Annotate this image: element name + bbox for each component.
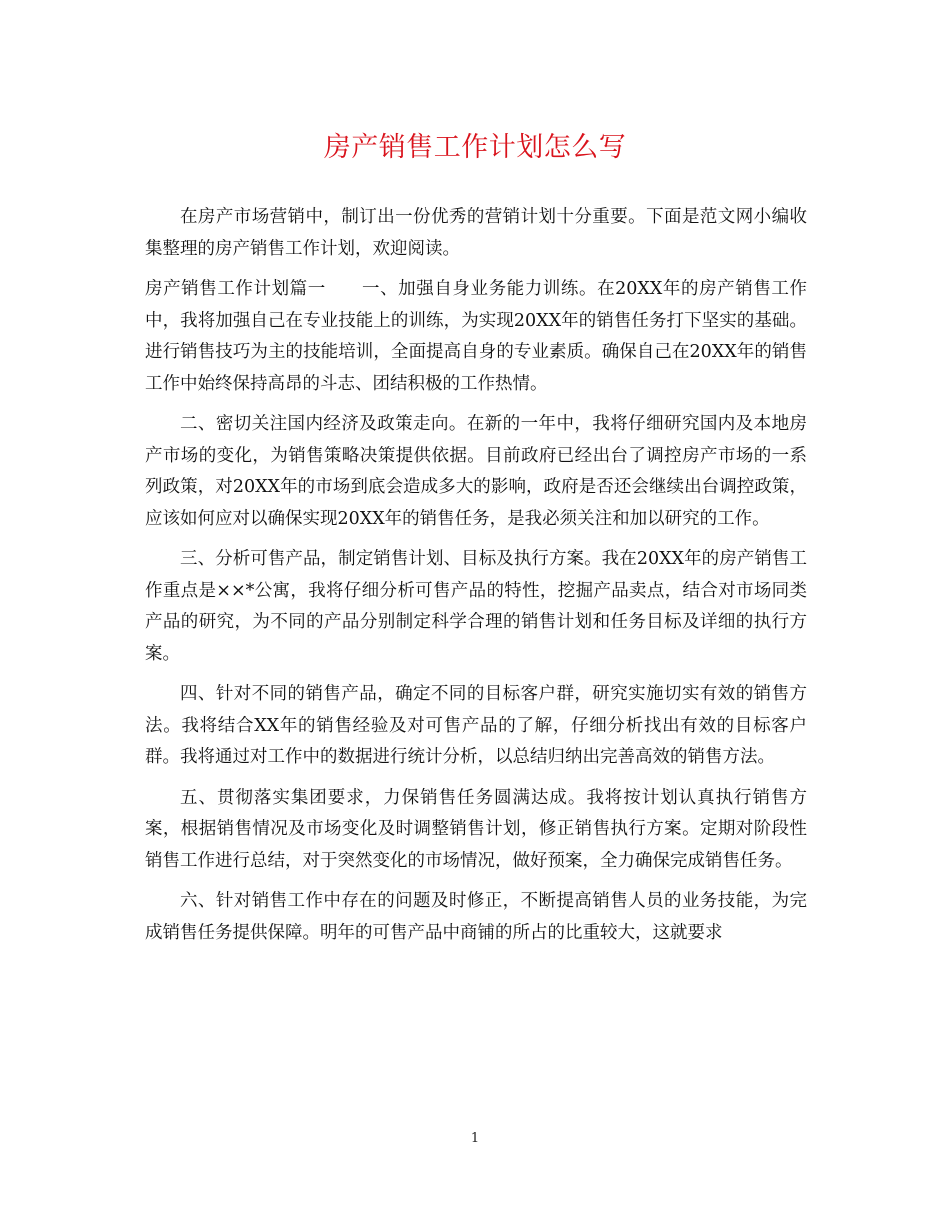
page-number: 1 — [470, 1131, 480, 1146]
paragraph-section-2: 二、密切关注国内经济及政策走向。在新的一年中，我将仔细研究国内及本地房产市场的变化，为销售策略决策提供依据。目前政府已经出台了调控房产市场的一系列政策，对20XX年的市场到底会造成多大的影响，政府是否还会继续出台调控政策，应该如何应对以确保实现20XX年的销售任务，是我必须关注和加以研究的工作。 — [145, 414, 807, 529]
paragraph-intro: 在房产市场营销中，制订出一份优秀的营销计划十分重要。下面是范文网小编收集整理的房产销售工作计划，欢迎阅读。 — [145, 207, 807, 259]
paragraph-section-6: 六、针对销售工作中存在的问题及时修正，不断提高销售人员的业务技能，为完成销售任务提供保障。明年的可售产品中商铺的所占的比重较大，这就要求 — [145, 891, 807, 943]
paragraph-section-3: 三、分析可售产品，制定销售计划、目标及执行方案。我在20XX年的房产销售工作重点是××*公寓，我将仔细分析可售产品的特性，挖掘产品卖点，结合对市场同类产品的研究，为不同的产品分别制定科学合理的销售计划和任务目标及详细的执行方案。 — [145, 549, 807, 664]
paragraph-section-5: 五、贯彻落实集团要求，力保销售任务圆满达成。我将按计划认真执行销售方案，根据销售情况及市场变化及时调整销售计划，修正销售执行方案。定期对阶段性销售工作进行总结，对于突然变化的市场情况，做好预案，全力确保完成销售任务。 — [145, 787, 807, 871]
document-title: 房产销售工作计划怎么写 — [323, 132, 627, 163]
document-body — [145, 202, 807, 958]
paragraph-section-1: 房产销售工作计划篇一 一、加强自身业务能力训练。在20XX年的房产销售工作中，我将加强自己在专业技能上的训练，为实现20XX年的销售任务打下坚实的基础。进行销售技巧为主的技能培训，全面提高自身的专业素质。确保自己在20XX年的销售工作中始终保持高昂的斗志、团结积极的工作热情。 — [145, 279, 807, 394]
paragraph-section-4: 四、针对不同的销售产品，确定不同的目标客户群，研究实施切实有效的销售方法。我将结合XX年的销售经验及对可售产品的了解，仔细分析找出有效的目标客户群。我将通过对工作中的数据进行统计分析，以总结归纳出完善高效的销售方法。 — [145, 684, 807, 767]
